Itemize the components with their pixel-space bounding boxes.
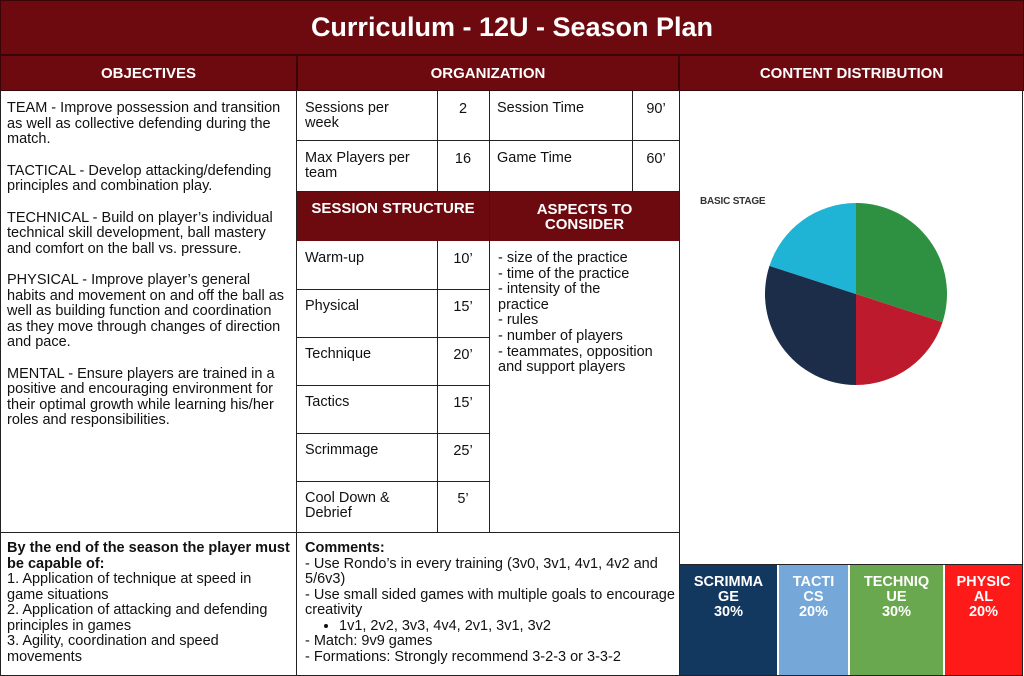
comment-bullet: • 1v1, 2v2, 3v3, 4v4, 2v1, 3v1, 3v2 bbox=[339, 619, 675, 635]
grid-line bbox=[297, 337, 489, 338]
structure-row-label: Technique bbox=[305, 346, 372, 362]
grid-line bbox=[1022, 91, 1023, 676]
objective-mental: MENTAL - Ensure players are trained in a positive and encouraging environment for their optimal growth while learning his/her roles and responsibilities. bbox=[7, 365, 275, 428]
grid-line bbox=[297, 481, 489, 482]
grid-line bbox=[296, 91, 297, 676]
objective-physical: PHYSICAL - Improve player’s general habits and movement on and off the ball as well as building function and coordination as they move through changes of direction and pace. bbox=[7, 272, 285, 350]
game-time-label: Game Time bbox=[497, 150, 572, 166]
legend-physical bbox=[945, 565, 1022, 675]
grid-line bbox=[489, 91, 490, 532]
content-pie-chart bbox=[760, 201, 952, 387]
structure-row-value: 25’ bbox=[453, 443, 473, 459]
comment-line: - Match: 9v9 games bbox=[305, 633, 433, 649]
grid-line bbox=[297, 140, 679, 141]
grid-line bbox=[437, 241, 438, 532]
legend-label: PHYSIC AL bbox=[956, 574, 1011, 605]
legend-label: TECHNIQ UE bbox=[863, 574, 930, 605]
legend-percent: 20% bbox=[798, 604, 829, 620]
comments-heading: Comments: bbox=[305, 540, 385, 556]
sessions-per-week-label: Sessions per week bbox=[305, 100, 389, 131]
legend-technique bbox=[850, 565, 943, 675]
capable-heading: By the end of the season the player must be capable of: bbox=[7, 540, 290, 572]
comment-line: - Use small sided games with multiple goals to encourage creativity bbox=[305, 586, 675, 618]
objective-team: TEAM - Improve possession and transition as well as collective defending during the match. bbox=[7, 100, 281, 147]
grid-line bbox=[297, 433, 489, 434]
comment-bullet-list bbox=[305, 619, 675, 635]
page-title: Curriculum - 12U - Season Plan bbox=[0, 0, 1024, 55]
capable-section bbox=[7, 541, 290, 665]
legend-percent: 30% bbox=[713, 604, 744, 620]
comment-line: - Use Rondo’s in every training (3v0, 3v1, 4v1, 4v2 and 5/6v3) bbox=[305, 555, 658, 587]
legend-tactics bbox=[779, 565, 848, 675]
structure-row-label: Warm-up bbox=[305, 250, 365, 266]
comments-section bbox=[305, 541, 675, 665]
structure-row-label: Physical bbox=[305, 298, 359, 314]
structure-row-label: Cool Down & Debrief bbox=[305, 490, 390, 521]
structure-row-value: 15’ bbox=[453, 299, 473, 315]
structure-row-value: 5’ bbox=[457, 491, 469, 507]
chart-title: BASIC STAGE bbox=[700, 196, 766, 207]
organization-header: ORGANIZATION bbox=[297, 55, 679, 91]
structure-row-label: Tactics bbox=[305, 394, 350, 410]
legend-label: SCRIMMA GE bbox=[693, 574, 764, 605]
structure-row-label: Scrimmage bbox=[305, 442, 379, 458]
game-time-value: 60’ bbox=[646, 151, 666, 167]
max-players-label: Max Players per team bbox=[305, 150, 410, 181]
structure-row-value: 10’ bbox=[453, 251, 473, 267]
grid-line bbox=[297, 289, 489, 290]
aspects-header: ASPECTS TO CONSIDER bbox=[490, 192, 679, 241]
content-distribution-header: CONTENT DISTRIBUTION bbox=[679, 55, 1024, 91]
grid-line bbox=[297, 385, 489, 386]
max-players-value: 16 bbox=[454, 151, 472, 167]
objectives-header: OBJECTIVES bbox=[0, 55, 297, 91]
legend-scrimmage bbox=[680, 565, 777, 675]
legend-percent: 30% bbox=[881, 604, 912, 620]
session-time-label: Session Time bbox=[497, 100, 585, 116]
grid-line bbox=[0, 91, 1, 676]
session-structure-header: SESSION STRUCTURE bbox=[297, 192, 489, 241]
capable-item: 3. Agility, coordination and speed movements bbox=[7, 633, 219, 665]
sessions-per-week-value: 2 bbox=[458, 101, 468, 117]
objective-technical: TECHNICAL - Build on player’s individual technical skill development, ball mastery and comfort on the ball vs. pressure. bbox=[7, 209, 273, 257]
objective-tactical: TACTICAL - Develop attacking/defending principles and combination play. bbox=[7, 162, 272, 194]
structure-row-value: 15’ bbox=[453, 395, 473, 411]
capable-item: 2. Application of attacking and defending principles in games bbox=[7, 602, 268, 634]
structure-row-value: 20’ bbox=[453, 347, 473, 363]
legend-percent: 20% bbox=[968, 604, 999, 620]
comment-line: - Formations: Strongly recommend 3-2-3 or 3-3-2 bbox=[305, 648, 621, 665]
capable-item: 1. Application of technique at speed in game situations bbox=[7, 571, 252, 603]
grid-line bbox=[0, 532, 679, 533]
aspects-list: - size of the practice - time of the practice - intensity of the practice - rules - number of players - teammates, opposition and support players bbox=[498, 250, 653, 376]
legend-label: TACTI CS bbox=[792, 574, 835, 605]
session-time-value: 90’ bbox=[646, 101, 666, 117]
objectives-list bbox=[7, 101, 290, 429]
